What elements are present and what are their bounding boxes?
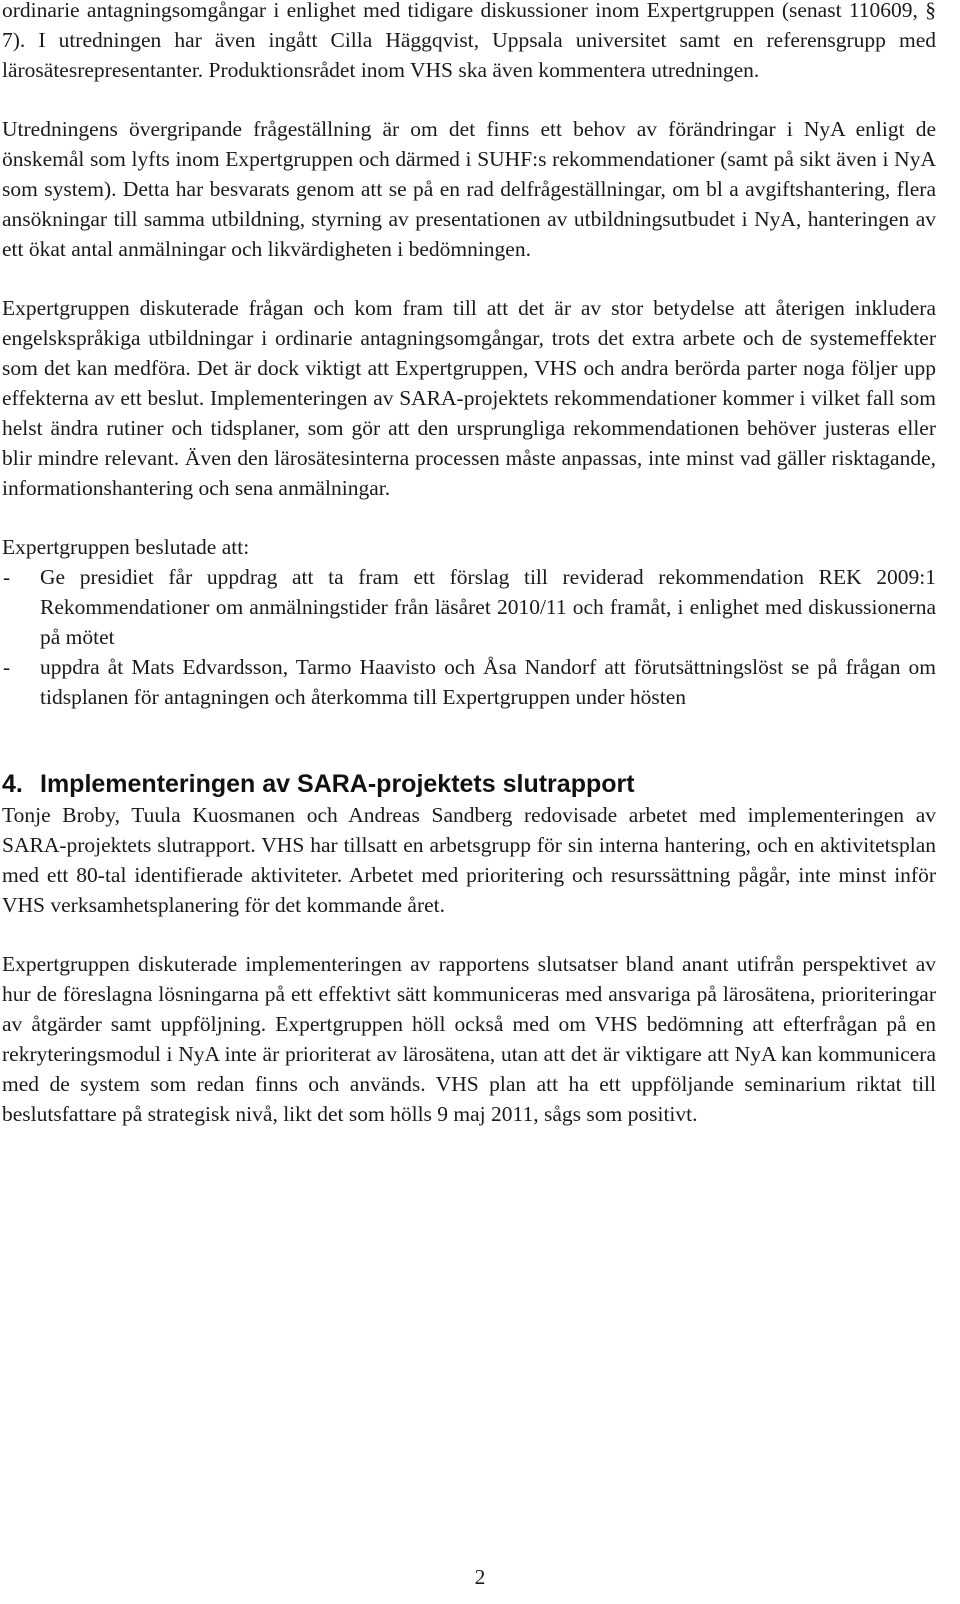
paragraph-discussion: Expertgruppen diskuterade frågan och kom fram till att det är av stor betydelse att återigen inkludera engelskspråkiga utbildningar i ordinarie antagningsomgångar, trots det extra arbete och de systemeffekter som det kan medföra. Det är dock viktigt att Expertgruppen, VHS och andra berörda parter noga följer upp effekterna av ett beslut. Implementeringen av SARA-projektets rekommendationer kommer i vilket fall som helst ändra rutiner och tidsplaner, som gör att den ursprungliga rekommendationen behöver justeras eller blir mindre relevant. Även den lärosätesinterna processen måste anpassas, inte minst vad gäller risktagande, informationshantering och sena anmälningar. bbox=[2, 296, 936, 500]
paragraph-intro: ordinarie antagningsomgångar i enlighet med tidigare diskussioner inom Expertgruppen (senast 110609, § 7). I utredningen har även ingått Cilla Häggqvist, Uppsala universitet samt en referensgrupp med lärosätesrepresentanter. Produktionsrådet inom VHS ska även kommentera utredningen. bbox=[2, 0, 936, 82]
section-heading bbox=[2, 768, 936, 800]
list-dash: - bbox=[3, 565, 11, 589]
list-item bbox=[2, 652, 936, 712]
paragraph-main-question: Utredningens övergripande frågeställning är om det finns ett behov av förändringar i NyA enligt de önskemål som lyfts inom Expertgruppen och därmed i SUHF:s rekommendationer (samt på sikt även i NyA som system). Detta har besvarats genom att se på en rad delfrågeställningar, om bl a avgiftshantering, flera ansökningar till samma utbildning, styrning av presentationen av utbildningsutbudet i NyA, hanteringen av ett ökat antal anmälningar och likvärdigheten i bedömningen. bbox=[2, 117, 936, 261]
section-number: 4. bbox=[2, 770, 23, 798]
paragraph-sara-discussion: Expertgruppen diskuterade implementeringen av rapportens slutsatser bland anant utifrån perspektivet av hur de föreslagna lösningarna på ett effektivt sätt kommuniceras med ansvariga på lärosätena, prioriteringar av åtgärder samt uppföljning. Expertgruppen höll också med om VHS bedömning att efterfrågan på en rekryteringsmodul i NyA inte är prioriterat av lärosätena, utan att det är viktigare att NyA kan kommunicera med de system som redan finns och används. VHS plan att ha ett uppföljande seminarium riktat till beslutsfattare på strategisk nivå, likt det som hölls 9 maj 2011, sågs som positivt. bbox=[2, 952, 936, 1126]
list-dash: - bbox=[3, 655, 11, 679]
section-title: Implementeringen av SARA-projektets slutrapport bbox=[40, 770, 635, 798]
list-item-text: uppdra åt Mats Edvardsson, Tarmo Haavisto och Åsa Nandorf att förutsättningslöst se på frågan om tidsplanen för antagningen och återkomma till Expertgruppen under hösten bbox=[40, 655, 936, 709]
list-item bbox=[2, 562, 936, 652]
decision-intro: Expertgruppen beslutade att: bbox=[2, 535, 250, 559]
list-item-text: Ge presidiet får uppdrag att ta fram ett förslag till reviderad rekommendation REK 2009:1 Rekommendationer om anmälningstider från läsåret 2010/11 och framåt, i enlighet med diskussionerna på mötet bbox=[40, 565, 936, 649]
paragraph-sara-report: Tonje Broby, Tuula Kuosmanen och Andreas Sandberg redovisade arbetet med implementeringen av SARA-projektets slutrapport. VHS har tillsatt en arbetsgrupp för sin interna hantering, och en aktivitetsplan med ett 80-tal identifierade aktiviteter. Arbetet med prioritering och resurssättning pågår, inte minst inför VHS verksamhetsplanering för det kommande året. bbox=[2, 803, 936, 917]
page-number: 2 bbox=[474, 1565, 486, 1589]
decision-list bbox=[2, 562, 936, 712]
